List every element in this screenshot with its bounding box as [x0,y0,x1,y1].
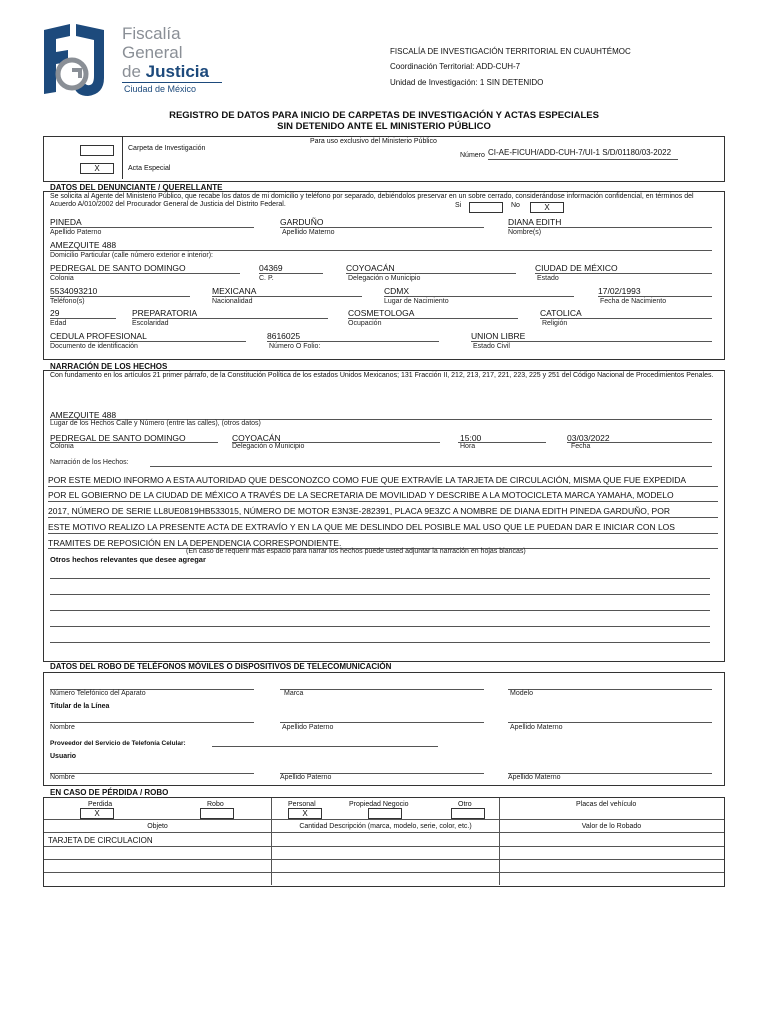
no-label: No [511,202,520,209]
lugar-hechos-value: AMEZQUITE 488 [50,410,117,420]
logo-line-4: Ciudad de México [124,84,197,94]
si-label: Si [455,202,462,209]
colonia-label: Colonia [50,275,74,282]
otro-checkbox[interactable] [451,808,485,819]
usuario-label: Usuario [50,753,77,760]
usuario-ap-paterno-label: Apellido Paterno [280,774,332,781]
apellido-paterno-label: Apellido Paterno [50,229,102,236]
lugar-hechos-label: Lugar de los Hechos Calle y Número (entre las calles), (otros datos) [50,420,261,427]
row-1-objeto: TARJETA DE CIRCULACION [48,836,153,845]
domicilio-value: AMEZQUITE 488 [50,240,117,250]
narracion-box [43,370,725,662]
numero-label: Número [460,152,485,159]
perdida-label: Perdida [88,801,113,808]
estado-value: CIUDAD DE MÉXICO [535,263,618,273]
fecha-nacimiento-label: Fecha de Nacimiento [600,298,667,305]
escolaridad-label: Escolaridad [132,320,169,327]
hechos-fecha-label: Fecha [571,443,591,450]
numero-telefonico-label: Número Telefónico del Aparato [50,690,146,697]
telefono-value: 5534093210 [50,286,98,296]
narracion-note: (En caso de requerir más espacio para narrar los hechos puede usted adjuntar la narración en hojas blancas) [186,548,526,555]
logo-line-3-justicia: Justicia [145,62,209,81]
usuario-nombre-label: Nombre [50,774,75,781]
lugar-nacimiento-label: Lugar de Nacimiento [384,298,449,305]
acta-label: Acta Especial [128,165,171,172]
narracion-line-2: POR EL GOBIERNO DE LA CIUDAD DE MÉXICO A TRAVÉS DE LA SECRETARIA DE MOVILIDAD Y DESCRIBE A LA MOTOCICLETA MARCA YAMAHA, MODELO [48,490,674,500]
propiedad-label: Propiedad Negocio [349,801,409,808]
telefono-label: Teléfono(s) [50,298,85,305]
personal-checkbox[interactable]: X [288,808,322,819]
carpeta-label: Carpeta de Investigación [128,145,206,152]
narracion-line-3: 2017, NÚMERO DE SERIE LL8UE0819HB533015, NÚMERO DE MOTOR E3N3E-282391, PLACA 9E3ZC A NOMBRE DE DIANA EDITH PINEDA GARDUÑO, POR [48,506,670,516]
apellido-materno-value: GARDUÑO [280,217,324,227]
apellido-paterno-value: PINEDA [50,217,82,227]
fecha-nacimiento-value: 17/02/1993 [598,286,641,296]
titular-ap-materno-label: Apellido Materno [510,724,563,731]
hechos-colonia-label: Colonia [50,443,74,450]
escolaridad-value: PREPARATORIA [132,308,198,318]
colonia-value: PEDREGAL DE SANTO DOMINGO [50,263,186,273]
logo [40,22,230,102]
narracion-title: NARRACIÓN DE LOS HECHOS [50,362,168,371]
otro-label: Otro [458,801,472,808]
proveedor-label: Proveedor del Servicio de Telefonía Celular: [50,740,186,747]
modelo-label: Modelo [510,690,533,697]
ocupacion-value: COSMETOLOGA [348,308,415,318]
exclusive-note: Para uso exclusivo del Ministerio Público [310,138,437,145]
logo-line-3 [122,62,209,82]
titular-nombre-label: Nombre [50,724,75,731]
no-checkbox[interactable]: X [530,202,564,213]
otros-hechos-label: Otros hechos relevantes que desee agregar [50,555,206,564]
titular-label: Titular de la Línea [50,703,110,710]
hechos-fecha-value: 03/03/2022 [567,433,610,443]
col-descripcion: Cantidad Descripción (marca, modelo, serie, color, etc.) [299,823,472,830]
narracion-line-4: ESTE MOTIVO REALIZO LA PRESENTE ACTA DE EXTRAVÍO Y EN LA QUE ME DESLINDO DEL POSIBLE MAL USO QUE LE PUEDAN DAR E INICIAR CON LOS [48,522,675,532]
perdida-checkbox[interactable]: X [80,808,114,819]
col-valor: Valor de lo Robado [581,823,642,830]
estado-label: Estado [537,275,559,282]
placas-label: Placas del vehículo [576,801,637,808]
denunciante-notice: Se solicita al Agente del Ministerio Público, que recabe los datos de mi domicilio y teléfono por separado, debiéndolos preservar en un sobre cerrado, considerándose información confidencial, en términos del Acuerdo A/010/2002 del Procurador General de Justicia del Distrito Federal. [50,193,694,208]
acta-checkbox[interactable]: X [80,163,114,174]
propiedad-checkbox[interactable] [368,808,402,819]
titular-ap-paterno-label: Apellido Paterno [282,724,334,731]
hechos-hora-value: 15:00 [460,433,482,443]
header-fiscalia: FISCALÍA DE INVESTIGACIÓN TERRITORIAL EN CUAUHTÉMOC [390,47,631,56]
hechos-delegacion-value: COYOACÁN [232,433,281,443]
hechos-hora-label: Hora [460,443,476,450]
col-objeto: Objeto [147,823,168,830]
ocupacion-label: Ocupación [348,320,382,327]
edad-value: 29 [50,308,60,318]
form-title-line-1: REGISTRO DE DATOS PARA INICIO DE CARPETAS DE INVESTIGACIÓN Y ACTAS ESPECIALES [169,110,599,121]
narracion-label: Narración de los Hechos: [50,459,129,466]
narracion-line-5: TRAMITES DE REPOSICIÓN EN LA DEPENDENCIA CORRESPONDIENTE. [48,538,342,548]
header-coordinacion: Coordinación Territorial: ADD-CUH-7 [390,62,521,71]
nacionalidad-value: MEXICANA [212,286,257,296]
apellido-materno-label: Apellido Materno [282,229,335,236]
delegacion-label: Delegación o Municipio [348,275,421,282]
estado-civil-value: UNION LIBRE [471,331,526,341]
robo-checkbox[interactable] [200,808,234,819]
nombres-label: Nombre(s) [508,229,542,236]
perdida-robo-title: EN CASO DE PÉRDIDA / ROBO [50,788,169,797]
form-title-line-2: SIN DETENIDO ANTE EL MINISTERIO PÚBLICO [277,121,491,132]
logo-line-1: Fiscalía [122,24,181,43]
cp-value: 04369 [259,263,283,273]
marca-label: Marca [284,690,304,697]
nacionalidad-label: Nacionalidad [212,298,253,305]
religion-value: CATOLICA [540,308,582,318]
lugar-nacimiento-value: CDMX [384,286,410,296]
cp-label: C. P. [259,275,274,282]
personal-label: Personal [288,801,316,808]
domicilio-label: Domicilio Particular (calle número exterior e interior): [50,252,213,259]
hechos-colonia-value: PEDREGAL DE SANTO DOMINGO [50,433,186,443]
robo-label: Robo [207,801,224,808]
si-checkbox[interactable] [469,202,503,213]
documento-value: CEDULA PROFESIONAL [50,331,147,341]
numero-value: CI-AE-FICUH/ADD-CUH-7/UI-1 S/D/01180/03-2022 [488,148,672,157]
denunciante-title: DATOS DEL DENUNCIANTE / QUERELLANTE [50,183,223,192]
logo-line-3-de: de [122,62,141,81]
logo-line-2: General [122,43,183,62]
carpeta-checkbox[interactable] [80,145,114,156]
edad-label: Edad [50,320,67,327]
delegacion-value: COYOACÁN [346,263,395,273]
nombres-value: DIANA EDITH [508,217,562,227]
robo-telefonos-title: DATOS DEL ROBO DE TELÉFONOS MÓVILES O DISPOSITIVOS DE TELECOMUNICACIÓN [50,662,392,671]
documento-label: Documento de identificación [50,343,138,350]
folio-label: Número O Folio: [269,343,321,350]
estado-civil-label: Estado Civil [473,343,510,350]
hechos-delegacion-label: Delegación o Municipio [232,443,305,450]
fundamento-text: Con fundamento en los artículos 21 primer párrafo, de la Constitución Política de los estados Unidos Mexicanos; 131 Fracción II, 212, 213, 217, 221, 223, 225 y 251 del Código Nacional de Procedimientos Penales. [50,372,714,379]
header-unidad: Unidad de Investigación: 1 SIN DETENIDO [390,78,544,87]
usuario-ap-materno-label: Apellido Materno [508,774,561,781]
religion-label: Religión [542,320,568,327]
narracion-line-1: POR ESTE MEDIO INFORMO A ESTA AUTORIDAD QUE DESCONOZCO COMO FUE QUE EXTRAVÍE LA TARJETA DE CIRCULACIÓN, MISMA QUE FUE EXPEDIDA [48,475,687,485]
folio-value: 8616025 [267,331,301,341]
fgj-emblem-icon [40,22,108,98]
